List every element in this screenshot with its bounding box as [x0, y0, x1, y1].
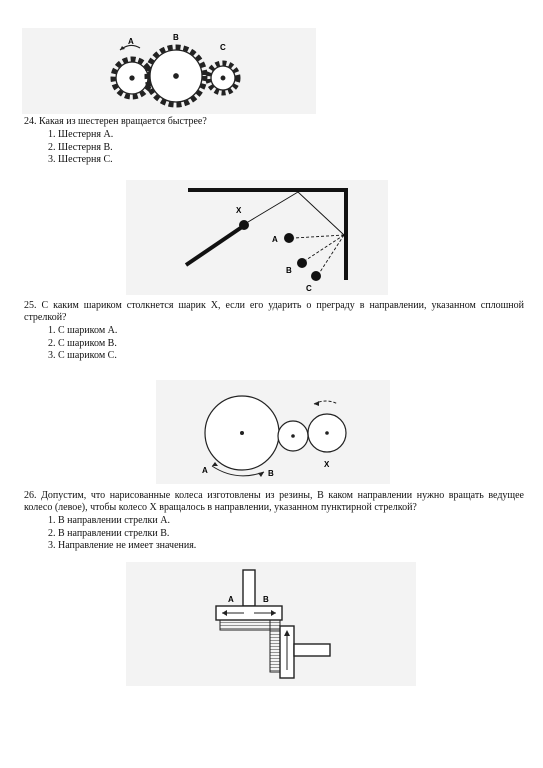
answer-option[interactable]: 1. В направлении стрелки А.	[58, 515, 524, 528]
ball-c	[311, 271, 321, 281]
label-b: B	[286, 266, 292, 275]
ball-x	[239, 220, 249, 230]
wheels-figure	[156, 380, 390, 484]
balls-diagram	[126, 180, 388, 295]
label-x: X	[236, 206, 242, 215]
bevel-gear-figure	[126, 562, 416, 686]
question-text: Какая из шестерен вращается быстрее?	[39, 116, 207, 127]
ball-a	[284, 233, 294, 243]
gear-c	[208, 63, 238, 93]
label-a: A	[202, 466, 208, 475]
gears-diagram	[22, 28, 316, 114]
answer-option[interactable]: 2. Шестерня В.	[58, 142, 524, 155]
question-26	[24, 490, 524, 553]
question-number: 25.	[24, 300, 37, 311]
label-a: A	[228, 595, 234, 604]
answer-option[interactable]: 3. Шестерня С.	[58, 154, 524, 167]
label-a: A	[128, 37, 134, 46]
question-24	[24, 116, 524, 167]
ball-b	[297, 258, 307, 268]
gear-b	[147, 47, 205, 105]
label-b: B	[173, 33, 179, 42]
label-a: A	[272, 235, 278, 244]
answer-option[interactable]: 2. В направлении стрелки В.	[58, 528, 524, 541]
label-c: C	[220, 43, 226, 52]
answer-option[interactable]: 3. С шариком С.	[58, 350, 524, 363]
wheels-diagram	[156, 380, 390, 484]
question-number: 26.	[24, 490, 37, 501]
gears-figure	[22, 28, 316, 114]
question-number: 24.	[24, 116, 37, 127]
label-b: B	[263, 595, 269, 604]
label-b: B	[268, 469, 274, 478]
question-text: Допустим, что нарисованные колеса изготовлены из резины, В каком направлении нужно вращать ведущее колесо (левое), чтобы колесо X вращалось в направлении, указанном пунктирной стрелкой?	[24, 490, 524, 513]
bevel-gear-diagram	[126, 562, 416, 686]
label-x: X	[324, 460, 330, 469]
question-text: С каким шариком столкнется шарик X, если его ударить о преграду в направлении, указанном сплошной стрелкой?	[24, 300, 524, 323]
answer-option[interactable]: 1. С шариком А.	[58, 325, 524, 338]
balls-figure	[126, 180, 388, 295]
answer-option[interactable]: 3. Направление не имеет значения.	[58, 540, 524, 553]
answer-option[interactable]: 2. С шариком В.	[58, 338, 524, 351]
question-25	[24, 300, 524, 363]
label-c: C	[306, 284, 312, 293]
answer-option[interactable]: 1. Шестерня А.	[58, 129, 524, 142]
